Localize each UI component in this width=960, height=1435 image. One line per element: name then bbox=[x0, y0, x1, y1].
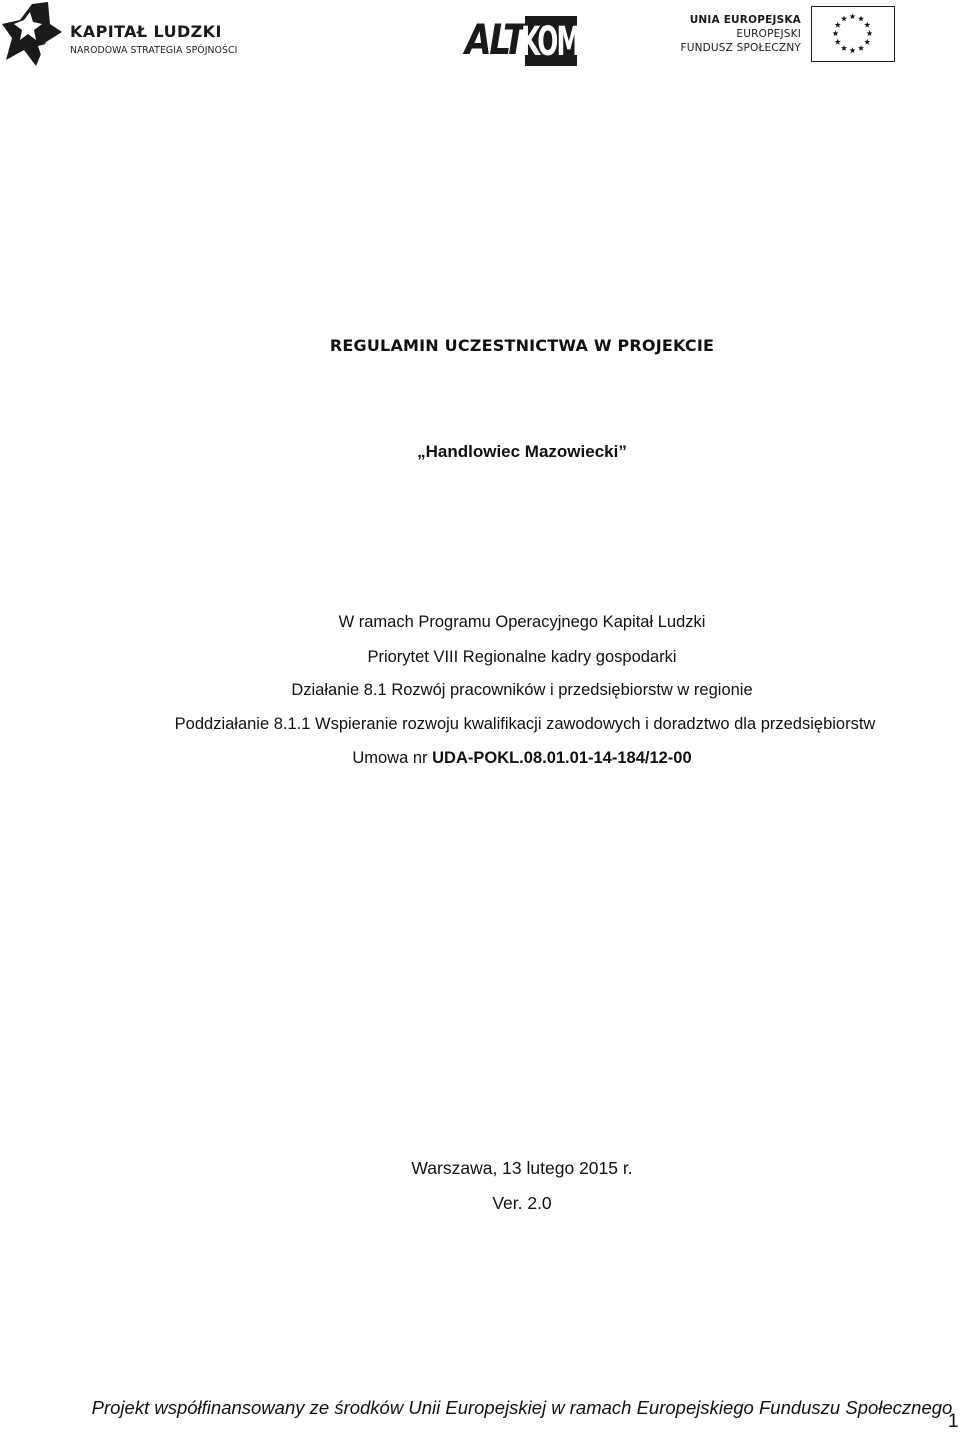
footer-cofinancing-note: Projekt współfinansowany ze środków Unii Europejskiej w ramach Europejskiego Funduszu Społecznego bbox=[91, 1397, 953, 1418]
submeasure-line: Poddziałanie 8.1.1 Wspieranie rozwoju kwalifikacji zawodowych i doradztwo dla przedsiębiorstw bbox=[174, 715, 876, 733]
eu-logo-line-1: UNIA EUROPEJSKA bbox=[689, 14, 801, 26]
place-date: Warszawa, 13 lutego 2015 r. bbox=[411, 1158, 633, 1178]
eu-star-icon bbox=[841, 45, 847, 51]
kapital-ludzki-title: KAPITAŁ LUDZKI bbox=[70, 22, 222, 41]
altkom-logo-alt: ALT bbox=[465, 15, 525, 64]
measure-line: Działanie 8.1 Rozwój pracowników i przedsiębiorstw w regionie bbox=[291, 681, 753, 699]
eu-star-icon bbox=[849, 47, 855, 53]
kapital-ludzki-emblem-icon bbox=[2, 2, 64, 68]
project-name: „Handlowiec Mazowiecki” bbox=[417, 442, 627, 461]
altkom-logo bbox=[465, 16, 579, 66]
kapital-ludzki-subtitle: NARODOWA STRATEGIA SPÓJNOŚCI bbox=[70, 45, 238, 56]
eu-star-icon bbox=[841, 16, 847, 22]
eu-logo-line-2: EUROPEJSKI bbox=[736, 28, 801, 40]
eu-star-icon bbox=[864, 22, 870, 28]
document-title: REGULAMIN UCZESTNICTWA W PROJEKCIE bbox=[329, 336, 715, 355]
version-label: Ver. 2.0 bbox=[492, 1193, 552, 1213]
kapital-ludzki-logo bbox=[2, 2, 242, 68]
priority-line: Priorytet VIII Regionalne kadry gospodarki bbox=[367, 648, 677, 666]
eu-star-icon bbox=[832, 30, 838, 36]
eu-efs-logo bbox=[680, 6, 898, 64]
eu-logo-line-3: FUNDUSZ SPOŁECZNY bbox=[680, 42, 801, 54]
eu-star-icon bbox=[858, 45, 864, 51]
contract-prefix: Umowa nr bbox=[352, 749, 433, 767]
eu-star-icon bbox=[864, 39, 870, 45]
eu-star-icon bbox=[858, 16, 864, 22]
programme-line: W ramach Programu Operacyjnego Kapitał Ludzki bbox=[338, 613, 706, 631]
contract-number: UDA-POKL.08.01.01-14-184/12-00 bbox=[432, 749, 692, 767]
contract-line bbox=[42, 749, 960, 768]
altkom-logo-kom: KOM bbox=[521, 19, 580, 65]
eu-star-icon bbox=[849, 13, 855, 19]
eu-star-icon bbox=[835, 39, 841, 45]
eu-star-icon bbox=[835, 22, 841, 28]
eu-flag-icon bbox=[811, 6, 895, 62]
eu-star-icon bbox=[866, 30, 872, 36]
page-number: 1 bbox=[948, 1411, 959, 1432]
